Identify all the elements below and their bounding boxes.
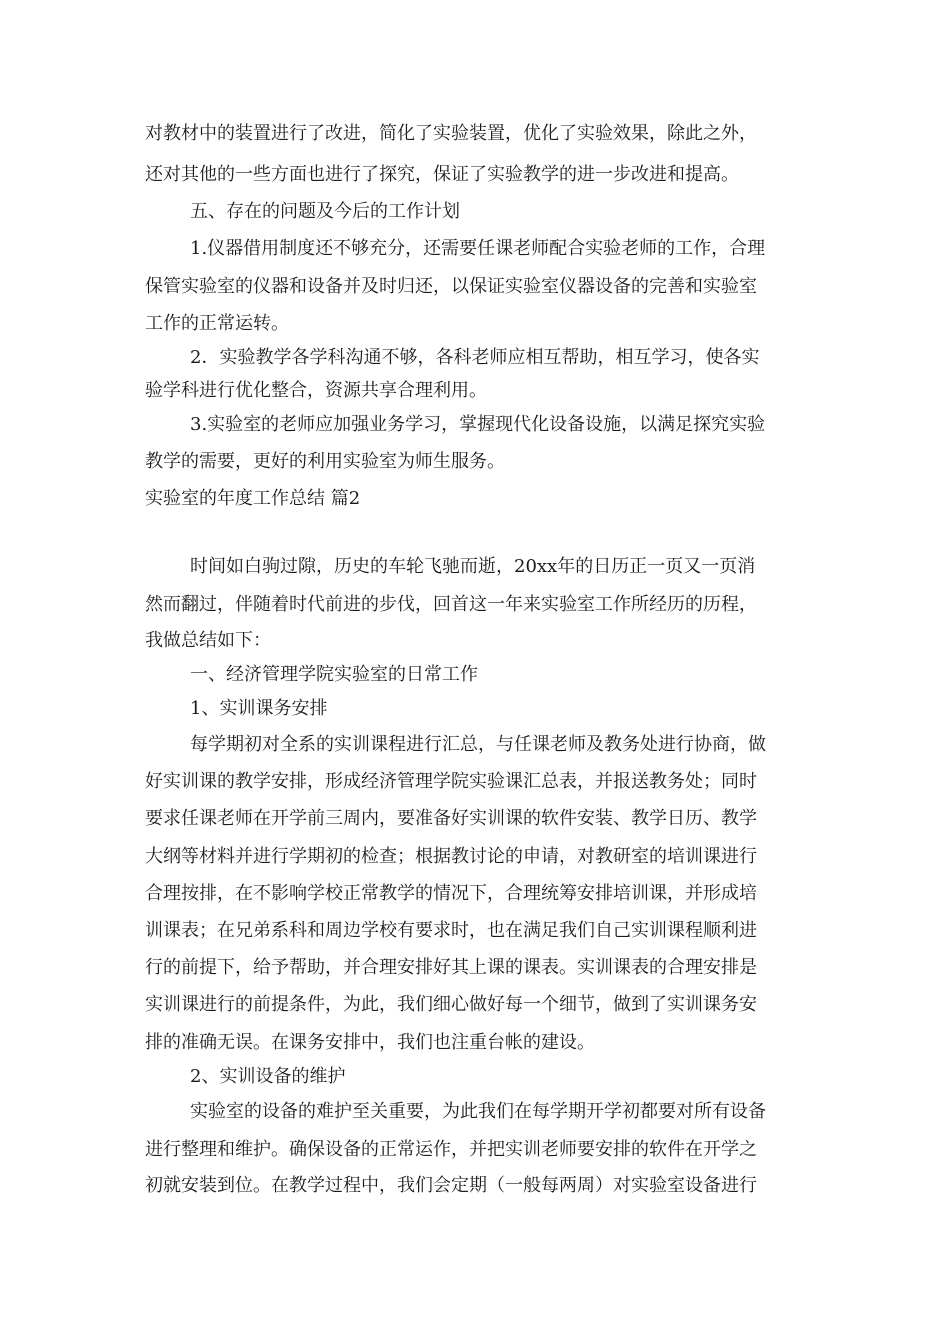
paragraph-line: 实训课进行的前提条件，为此，我们细心做好每一个细节，做到了实训课务安: [145, 994, 757, 1015]
paragraph-line: 大纲等材料并进行学期初的检查；根据教讨论的申请，对教研室的培训课进行: [145, 846, 757, 867]
list-item-line: 2．实验教学各学科沟通不够，各科老师应相互帮助，相互学习，使各实: [190, 347, 760, 368]
paragraph-line: 排的准确无误。在课务安排中，我们也注重台帐的建设。: [145, 1032, 595, 1053]
paragraph-line: 初就安装到位。在教学过程中，我们会定期（一般每两周）对实验室设备进行: [145, 1175, 757, 1196]
paragraph-line: 对教材中的装置进行了改进，简化了实验装置，优化了实验效果，除此之外，: [145, 123, 757, 144]
paragraph-line: 实验室的设备的难护至关重要，为此我们在每学期开学初都要对所有设备: [190, 1101, 766, 1122]
subsection-heading: 1、实训课务安排: [190, 698, 328, 719]
paragraph-line: 时间如白驹过隙，历史的车轮飞驰而逝，20xx年的日历正一页又一页消: [190, 556, 756, 577]
list-item-line: 保管实验室的仪器和设备并及时归还，以保证实验室仪器设备的完善和实验室: [145, 276, 757, 297]
article-title: 实验室的年度工作总结 篇2: [145, 488, 361, 509]
paragraph-line: 还对其他的一些方面也进行了探究，保证了实验教学的进一步改进和提高。: [145, 164, 739, 185]
list-item-line: 验学科进行优化整合，资源共享合理利用。: [145, 380, 487, 401]
paragraph-line: 我做总结如下：: [145, 630, 271, 651]
list-item-line: 1.仪器借用制度还不够充分，还需要任课老师配合实验老师的工作，合理: [190, 238, 766, 259]
list-item-line: 3.实验室的老师应加强业务学习，掌握现代化设备设施，以满足探究实验: [190, 414, 766, 435]
section-heading: 一、经济管理学院实验室的日常工作: [190, 664, 478, 685]
paragraph-line: 进行整理和维护。确保设备的正常运作，并把实训老师要安排的软件在开学之: [145, 1139, 757, 1160]
paragraph-line: 训课表；在兄弟系科和周边学校有要求时，也在满足我们自己实训课程顺利进: [145, 920, 757, 941]
paragraph-line: 要求任课老师在开学前三周内，要准备好实训课的软件安装、教学日历、教学: [145, 808, 757, 829]
paragraph-line: 合理按排，在不影响学校正常教学的情况下，合理统筹安排培训课，并形成培: [145, 883, 757, 904]
section-heading: 五、存在的问题及今后的工作计划: [190, 201, 460, 222]
paragraph-line: 行的前提下，给予帮助，并合理安排好其上课的课表。实训课表的合理安排是: [145, 957, 757, 978]
list-item-line: 工作的正常运转。: [145, 313, 289, 334]
list-item-line: 教学的需要，更好的利用实验室为师生服务。: [145, 451, 505, 472]
paragraph-line: 然而翻过，伴随着时代前进的步伐，回首这一年来实验室工作所经历的历程，: [145, 594, 757, 615]
paragraph-line: 好实训课的教学安排，形成经济管理学院实验课汇总表，并报送教务处；同时: [145, 771, 757, 792]
subsection-heading: 2、实训设备的维护: [190, 1066, 346, 1087]
paragraph-line: 每学期初对全系的实训课程进行汇总，与任课老师及教务处进行协商，做: [190, 734, 766, 755]
